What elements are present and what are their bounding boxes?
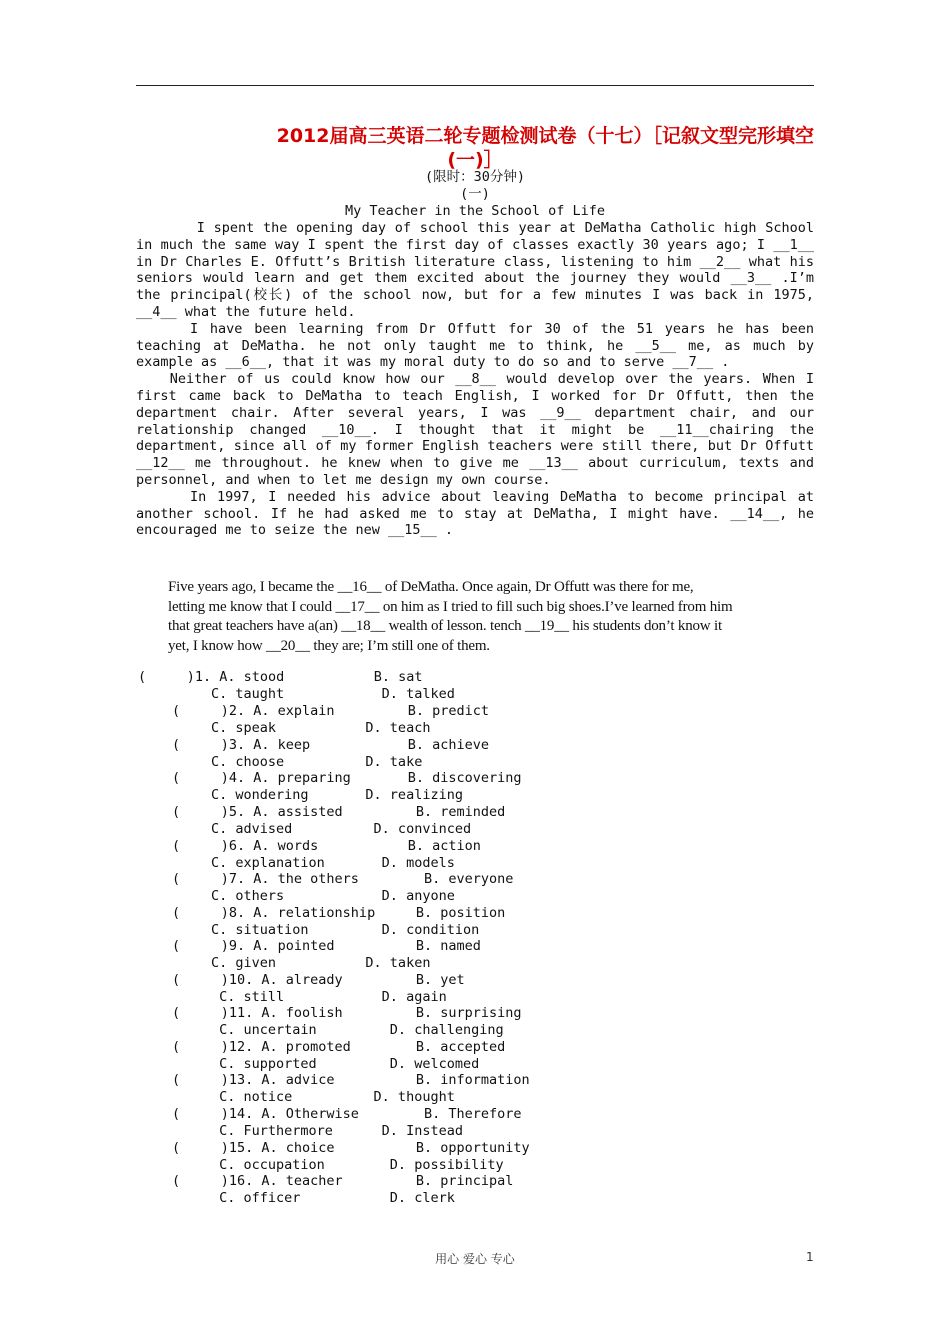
image-line-1: Five years ago, I became the __16__ of DeMatha. Once again, Dr Offutt was there for me, <box>168 579 694 595</box>
question-13-options: C. notice D. thought <box>211 1089 455 1105</box>
paragraph-3: Neither of us could know how our __8__ would develop over the years. When I first came back to DeMatha to teach English, I worked for Dr Offutt, then the department chair. After several years, I was __9__ department chair, and our relationship changed __10__. I thought that it might be __11__chairing the department, since all of my former English teachers were still there, but Dr Offutt __12__ me throughout. he knew when to give me __13__ about curriculum, texts and personnel, and when to let me design my own course. <box>136 371 814 488</box>
section-number: (一) <box>460 186 490 202</box>
question-10: ( )10. A. already B. yet <box>172 972 465 988</box>
question-5-options: C. advised D. convinced <box>211 821 472 837</box>
paragraph-2: I have been learning from Dr Offutt for 30 of the 51 years he has been teaching at DeMatha. he not only taught me to think, he __5__ me, as much by example as __6__, that it was my moral duty to do so and to serve __7__ . <box>136 320 814 371</box>
question-12-options: C. supported D. welcomed <box>211 1056 480 1072</box>
question-5: ( )5. A. assisted B. reminded <box>172 804 506 820</box>
paragraph-1: I spent the opening day of school this year at DeMatha Catholic high School in much the same way I spent the first day of classes exactly 30 years ago; I __1__ in Dr Charles E. Offutt’s British literature class, listening to him __2__ what his seniors would learn and get them excited about the journey they would __3__ .I’m the principal(校长) of the school now, but for a few minutes I was back in 1975, __4__ what the future held. <box>136 220 814 320</box>
image-line-2: letting me know that I could __17__ on him as I tried to fill such big shoes.I’ve learned from him <box>168 598 733 615</box>
image-line-4: yet, I know how __20__ they are; I’m still one of them. <box>168 637 490 654</box>
passage-body <box>136 220 814 539</box>
question-7-options: C. others D. anyone <box>211 888 455 904</box>
question-16-options: C. officer D. clerk <box>211 1190 455 1206</box>
header-rule <box>136 85 814 86</box>
question-9-options: C. given D. taken <box>211 955 431 971</box>
question-3: ( )3. A. keep B. achieve <box>172 737 489 753</box>
exam-title-continued: (一)］ <box>447 149 503 171</box>
question-4: ( )4. A. preparing B. discovering <box>172 770 522 786</box>
question-4-options: C. wondering D. realizing <box>211 787 463 803</box>
footer-motto: 用心 爱心 专心 <box>435 1252 515 1266</box>
question-11-options: C. uncertain D. challenging <box>211 1022 504 1038</box>
question-6-options: C. explanation D. models <box>211 855 455 871</box>
question-8: ( )8. A. relationship B. position <box>172 905 506 921</box>
question-2: ( )2. A. explain B. predict <box>172 703 489 719</box>
question-3-options: C. choose D. take <box>211 754 423 770</box>
question-10-options: C. still D. again <box>211 989 447 1005</box>
image-line-3: that great teachers have a(an) __18__ wealth of lesson. tench __19__ his students don’t know it <box>168 618 722 634</box>
question-11: ( )11. A. foolish B. surprising <box>172 1005 522 1021</box>
question-15: ( )15. A. choice B. opportunity <box>172 1140 530 1156</box>
question-6: ( )6. A. words B. action <box>172 838 481 854</box>
question-1: ( )1. A. stood B. sat <box>138 669 423 685</box>
time-limit: (限时：30分钟) <box>424 169 525 185</box>
question-16: ( )16. A. teacher B. principal <box>172 1173 514 1189</box>
question-2-options: C. speak D. teach <box>211 720 431 736</box>
page-number: 1 <box>806 1250 814 1264</box>
question-9: ( )9. A. pointed B. named <box>172 938 481 954</box>
passage-image-paragraph <box>168 578 820 656</box>
question-12: ( )12. A. promoted B. accepted <box>172 1039 506 1055</box>
paragraph-4: In 1997, I needed his advice about leaving DeMatha to become principal at another school. If he had asked me to stay at DeMatha, I might have. __14__, he encouraged me to seize the new __15__ . <box>136 488 814 539</box>
question-1-options: C. taught D. talked <box>211 686 455 702</box>
question-15-options: C. occupation D. possibility <box>211 1157 504 1173</box>
question-14: ( )14. A. Otherwise B. Therefore <box>172 1106 522 1122</box>
passage-title: My Teacher in the School of Life <box>344 203 606 219</box>
question-14-options: C. Furthermore D. Instead <box>211 1123 463 1139</box>
question-13: ( )13. A. advice B. information <box>172 1072 530 1088</box>
question-8-options: C. situation D. condition <box>211 922 480 938</box>
exam-title: 2012届高三英语二轮专题检测试卷（十七）［记叙文型完形填空 <box>276 125 814 147</box>
question-7: ( )7. A. the others B. everyone <box>172 871 514 887</box>
